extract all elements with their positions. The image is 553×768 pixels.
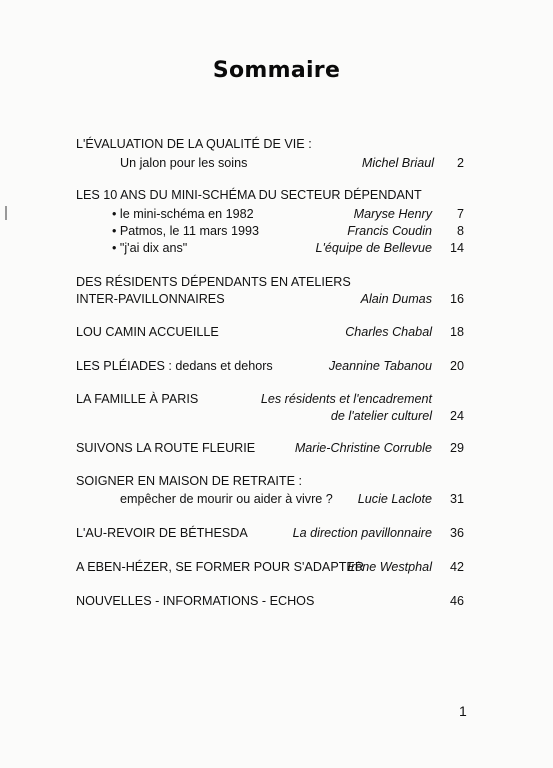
entry-title: • Patmos, le 11 mars 1993 xyxy=(112,224,259,238)
entry-author: Michel Briaul xyxy=(361,156,434,170)
entry-title: Un jalon pour les soins xyxy=(120,156,248,170)
entry-author: Francis Coudin xyxy=(347,224,432,238)
entry-title: empêcher de mourir ou aider à vivre ? xyxy=(120,492,333,506)
entry-author: Irène Westphal xyxy=(347,560,432,574)
entry-title: LES 10 ANS DU MINI-SCHÉMA DU SECTEUR DÉPENDANT xyxy=(76,188,422,202)
entry-page: 24 xyxy=(449,409,464,423)
entry-title: • "j'ai dix ans" xyxy=(112,241,188,255)
entry-title: A EBEN-HÉZER, SE FORMER POUR S'ADAPTER xyxy=(76,560,364,574)
entry-page: 31 xyxy=(449,492,464,506)
entry-title: LA FAMILLE À PARIS xyxy=(76,392,199,406)
entry-title: DES RÉSIDENTS DÉPENDANTS EN ATELIERS xyxy=(76,275,351,289)
entry-author: Maryse Henry xyxy=(353,207,432,221)
entry-author: Jeannine Tabanou xyxy=(328,359,432,373)
entry-title: LOU CAMIN ACCUEILLE xyxy=(76,325,219,339)
entry-author: Charles Chabal xyxy=(345,325,432,339)
entry-title: L'ÉVALUATION DE LA QUALITÉ DE VIE : xyxy=(76,137,312,151)
entry-page: 20 xyxy=(449,359,464,373)
entry-page: 36 xyxy=(449,526,464,540)
entry-author: Alain Dumas xyxy=(360,292,432,306)
entry-page: 7 xyxy=(456,207,464,221)
entry-author: de l'atelier culturel xyxy=(330,409,432,423)
entry-title: L'AU-REVOIR DE BÉTHESDA xyxy=(76,526,248,540)
entry-title: SOIGNER EN MAISON DE RETRAITE : xyxy=(76,474,303,488)
entry-page: 14 xyxy=(449,241,464,255)
entry-page: 16 xyxy=(449,292,464,306)
entry-title: INTER-PAVILLONNAIRES xyxy=(76,292,225,306)
entry-title: NOUVELLES - INFORMATIONS - ECHOS xyxy=(76,594,315,608)
entry-author: Les résidents et l'encadrement xyxy=(260,392,432,406)
entry-page: 42 xyxy=(449,560,464,574)
entry-title: SUIVONS LA ROUTE FLEURIE xyxy=(76,441,256,455)
entry-page: 2 xyxy=(456,156,464,170)
entry-author: Lucie Laclote xyxy=(357,492,432,506)
entry-page: 29 xyxy=(449,441,464,455)
margin-mark xyxy=(5,206,7,220)
entry-title: LES PLÉIADES : dedans et dehors xyxy=(76,359,273,373)
page-title: Sommaire xyxy=(212,58,341,83)
entry-page: 8 xyxy=(456,224,464,238)
entry-author: La direction pavillonnaire xyxy=(292,526,432,540)
entry-title: • le mini-schéma en 1982 xyxy=(112,207,254,221)
entry-author: Marie-Christine Corruble xyxy=(294,441,432,455)
entry-page: 46 xyxy=(449,594,464,608)
entry-page: 18 xyxy=(449,325,464,339)
entry-author: L'équipe de Bellevue xyxy=(315,241,432,255)
page-number: 1 xyxy=(459,703,467,719)
